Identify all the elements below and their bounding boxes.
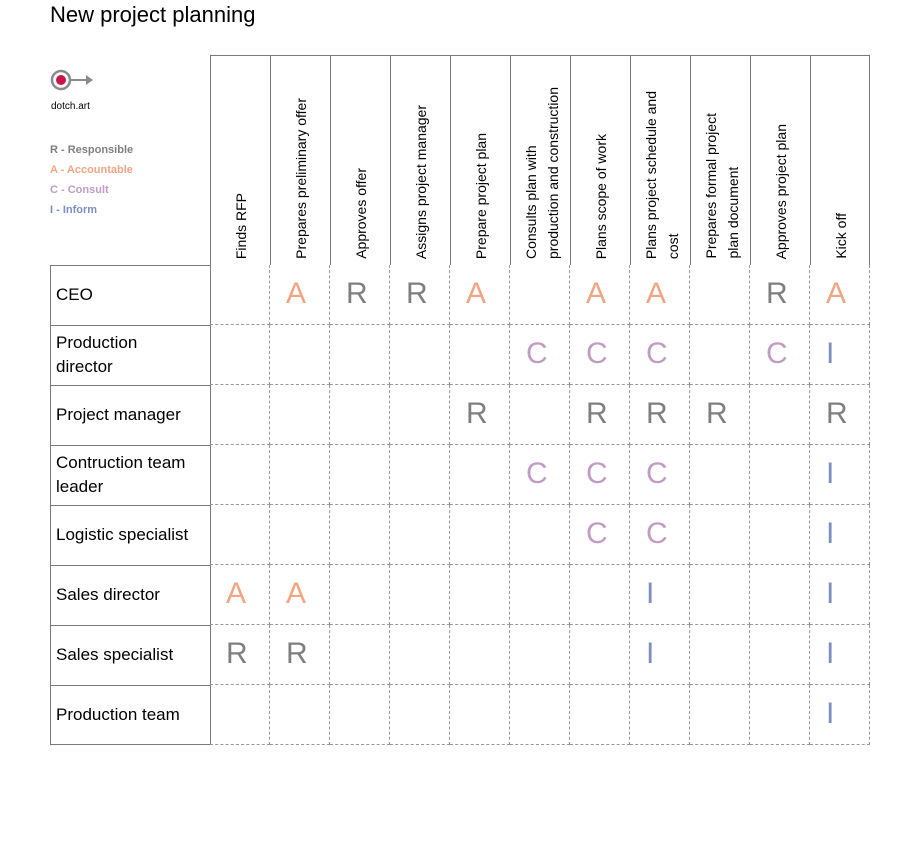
matrix-cell [210, 265, 270, 325]
matrix-cell [330, 265, 390, 325]
matrix-cell [750, 385, 810, 445]
matrix-cell [210, 505, 270, 565]
matrix-cell [210, 565, 270, 625]
matrix-cell [270, 625, 330, 685]
matrix-cell [570, 265, 630, 325]
matrix-cell [450, 445, 510, 505]
column-header [690, 55, 750, 265]
column-header [810, 55, 870, 265]
matrix-cell [630, 505, 690, 565]
matrix-cell [510, 385, 570, 445]
row-header [50, 325, 211, 385]
row-header [50, 565, 211, 625]
matrix-cell [630, 325, 690, 385]
matrix-cell [450, 505, 510, 565]
raci-value: R [766, 277, 788, 310]
matrix-cell [570, 445, 630, 505]
matrix-cell [690, 505, 750, 565]
row-header [50, 685, 211, 745]
matrix-cell [510, 625, 570, 685]
raci-value: A [226, 577, 247, 610]
matrix-cell [390, 505, 450, 565]
matrix-cell [450, 625, 510, 685]
matrix-cell [690, 685, 750, 745]
brand-name: dotch.art [51, 101, 90, 112]
column-header-label: Approves project plan [773, 123, 789, 259]
raci-value: C [526, 337, 548, 370]
matrix-cell [510, 565, 570, 625]
raci-value: C [526, 457, 548, 490]
column-header-label: Consults plan with production and construction [523, 87, 561, 259]
raci-value: I [646, 637, 655, 670]
matrix-cell [510, 325, 570, 385]
matrix-cell [570, 625, 630, 685]
column-header [570, 55, 630, 265]
raci-value: I [646, 577, 655, 610]
column-header-label: Prepare project plan [473, 132, 489, 259]
matrix-cell [450, 385, 510, 445]
matrix-cell [330, 385, 390, 445]
raci-value: C [646, 457, 668, 490]
raci-value: I [826, 337, 835, 370]
legend-consult: C - Consult [50, 184, 109, 196]
matrix-cell [510, 265, 570, 325]
legend [50, 140, 133, 220]
role-label: Logistic specialist [56, 525, 189, 544]
matrix-cell [690, 445, 750, 505]
matrix-cell [210, 325, 270, 385]
matrix-cell [630, 265, 690, 325]
matrix-cell [450, 685, 510, 745]
matrix-cell [690, 565, 750, 625]
matrix-cell [390, 685, 450, 745]
raci-value: I [826, 517, 835, 550]
column-header [330, 55, 390, 265]
role-label: Project manager [56, 405, 181, 424]
matrix-cell [210, 445, 270, 505]
role-label: Sales director [56, 585, 160, 604]
matrix-cell [630, 385, 690, 445]
matrix-cell [510, 505, 570, 565]
matrix-cell [330, 625, 390, 685]
column-header-label: Prepares preliminary offer [293, 98, 309, 259]
matrix-cell [750, 445, 810, 505]
matrix-cell [390, 385, 450, 445]
matrix-cell [270, 385, 330, 445]
column-header-label: Prepares formal project plan document [703, 113, 741, 259]
page-title: New project planning [50, 2, 256, 27]
matrix-cell [390, 445, 450, 505]
raci-value: R [826, 397, 848, 430]
matrix-cell [750, 505, 810, 565]
column-header-label: Finds RFP [233, 192, 249, 259]
matrix-cell [750, 565, 810, 625]
raci-value: A [286, 577, 307, 610]
raci-value: C [766, 337, 788, 370]
column-header [510, 55, 570, 265]
matrix-cell [210, 625, 270, 685]
column-header-label: Assigns project manager [413, 104, 429, 259]
matrix-cell [390, 325, 450, 385]
column-header [750, 55, 810, 265]
raci-value: R [346, 277, 368, 310]
target-arrow-icon [50, 68, 100, 92]
raci-value: R [406, 277, 428, 310]
raci-value: I [826, 637, 835, 670]
matrix-cell [510, 445, 570, 505]
role-label: CEO [56, 285, 93, 304]
role-label: Sales specialist [56, 645, 174, 664]
matrix-cell [690, 325, 750, 385]
raci-value: I [826, 697, 835, 730]
matrix-cell [270, 685, 330, 745]
matrix-cell [330, 685, 390, 745]
matrix-cell [450, 565, 510, 625]
column-header-label: Plans project schedule and cost [643, 90, 681, 259]
matrix-cell [570, 505, 630, 565]
matrix-cell [690, 385, 750, 445]
matrix-cell [450, 325, 510, 385]
matrix-cell [330, 505, 390, 565]
row-header [50, 445, 211, 505]
column-header [630, 55, 690, 265]
role-label: Production director [56, 333, 138, 376]
raci-value: C [646, 517, 668, 550]
matrix-cell [390, 565, 450, 625]
matrix-cell [390, 265, 450, 325]
column-header [270, 55, 330, 265]
raci-value: R [226, 637, 248, 670]
legend-responsible: R - Responsible [50, 144, 134, 156]
raci-value: C [646, 337, 668, 370]
raci-value: R [586, 397, 608, 430]
matrix-cell [630, 685, 690, 745]
row-header [50, 505, 211, 565]
row-header [50, 265, 211, 325]
matrix-cell [690, 265, 750, 325]
matrix-cell [330, 565, 390, 625]
matrix-cell [570, 325, 630, 385]
matrix-cell [330, 325, 390, 385]
matrix-cell [630, 565, 690, 625]
matrix-cell [570, 685, 630, 745]
matrix-cell [270, 445, 330, 505]
matrix-cell [630, 445, 690, 505]
matrix-cell [750, 325, 810, 385]
role-label: Production team [56, 705, 180, 724]
raci-value: A [646, 277, 667, 310]
matrix-cell [270, 265, 330, 325]
matrix-cell [810, 505, 870, 565]
matrix-cell [210, 685, 270, 745]
matrix-cell [510, 685, 570, 745]
column-header-label: Kick off [833, 213, 849, 259]
matrix-cell [750, 265, 810, 325]
raci-value: C [586, 457, 608, 490]
matrix-cell [750, 685, 810, 745]
matrix-cell [330, 445, 390, 505]
role-label: Contruction team leader [56, 453, 186, 496]
raci-value: I [826, 577, 835, 610]
matrix-cell [450, 265, 510, 325]
raci-value: R [466, 397, 488, 430]
matrix-cell [810, 565, 870, 625]
column-header [210, 55, 270, 265]
matrix-cell [570, 385, 630, 445]
matrix-cell [390, 625, 450, 685]
matrix-cell [270, 325, 330, 385]
matrix-cell [810, 685, 870, 745]
row-header [50, 625, 211, 685]
row-header [50, 385, 211, 445]
raci-value: I [826, 457, 835, 490]
matrix-cell [810, 445, 870, 505]
column-header [390, 55, 450, 265]
column-header-label: Plans scope of work [593, 133, 609, 259]
matrix-cell [270, 565, 330, 625]
matrix-cell [570, 565, 630, 625]
matrix-cell [690, 625, 750, 685]
raci-value: R [286, 637, 308, 670]
matrix-cell [270, 505, 330, 565]
raci-value: A [586, 277, 607, 310]
raci-value: C [586, 337, 608, 370]
raci-value: R [646, 397, 668, 430]
column-header-label: Approves offer [353, 168, 369, 259]
matrix-cell [630, 625, 690, 685]
matrix-cell [210, 385, 270, 445]
matrix-cell [810, 325, 870, 385]
matrix-cell [810, 625, 870, 685]
legend-inform: I - Inform [50, 204, 98, 216]
raci-value: A [466, 277, 487, 310]
column-header [450, 55, 510, 265]
raci-value: C [586, 517, 608, 550]
matrix-cell [810, 385, 870, 445]
raci-value: A [826, 277, 847, 310]
matrix-cell [750, 625, 810, 685]
raci-value: R [706, 397, 728, 430]
matrix-cell [810, 265, 870, 325]
raci-value: A [286, 277, 307, 310]
legend-accountable: A - Accountable [50, 164, 133, 176]
